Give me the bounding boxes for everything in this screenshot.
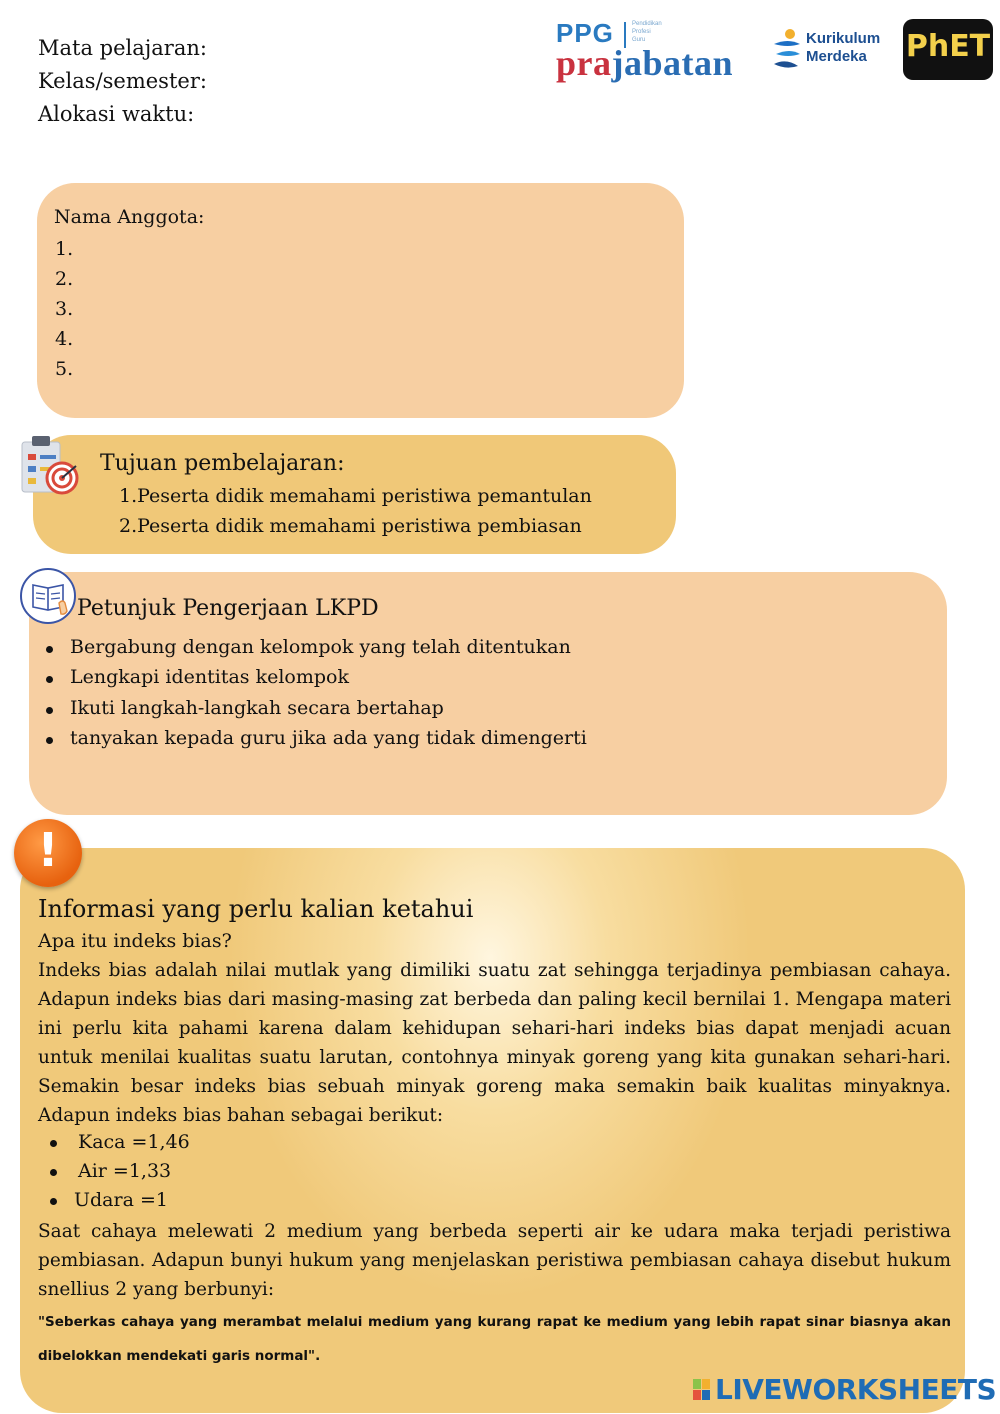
member-row[interactable]: 1. xyxy=(55,238,74,260)
members-title: Nama Anggota: xyxy=(54,206,205,228)
prajabatan-logo-part-b: jabatan xyxy=(611,43,734,83)
exclamation-icon: ! xyxy=(37,823,59,877)
kurikulum-merdeka-logo xyxy=(770,26,890,76)
bullet-dot xyxy=(50,1140,57,1147)
warning-icon xyxy=(14,819,82,887)
member-row[interactable]: 2. xyxy=(55,268,74,290)
subject-label: Mata pelajaran: xyxy=(38,36,207,60)
instructions-title: Petunjuk Pengerjaan LKPD xyxy=(77,596,379,621)
bullet-dot xyxy=(46,737,53,744)
bullet-dot xyxy=(50,1169,57,1176)
member-row[interactable]: 3. xyxy=(55,298,74,320)
learning-goal-item: 2.Peserta didik memahami peristiwa pembiasan xyxy=(119,515,582,537)
instruction-item: Lengkapi identitas kelompok xyxy=(70,666,349,688)
learning-goal-item: 1.Peserta didik memahami peristiwa pemantulan xyxy=(119,485,592,507)
ppg-prajabatan-logo xyxy=(556,16,741,88)
information-paragraph-2: Saat cahaya melewati 2 medium yang berbeda seperti air ke udara maka terjadi peristiwa pembiasan. Adapun bunyi hukum yang menjelaskan peristiwa pembiasan cahaya disebut hukum snellius 2 yang berbunyi: xyxy=(38,1221,951,1300)
instruction-item: Ikuti langkah-langkah secara bertahap xyxy=(70,697,444,719)
phet-logo xyxy=(903,19,993,80)
refractive-index-item: Udara =1 xyxy=(74,1189,168,1211)
ppg-logo-text: PPG xyxy=(556,18,614,48)
information-paragraph-1: Indeks bias adalah nilai mutlak yang dimiliki suatu zat sehingga terjadinya pembiasan cahaya. Adapun indeks bias dari masing-masing zat berbeda dan paling kecil bernilai 1. Mengapa materi ini perlu kita pahami karena dalam kehidupan sehari-hari indeks bias dapat menjadi acuan untuk menilai kualitas suatu larutan, contohnya minyak goreng yang kita gunakan sehari-hari. Semakin besar indeks bias sebuah minyak goreng maka semakin baik kualitas minyaknya. Adapun indeks bias bahan sebagai berikut: xyxy=(38,960,951,1126)
member-row[interactable]: 5. xyxy=(55,358,74,380)
bullet-dot xyxy=(46,646,53,653)
learning-goals-title: Tujuan pembelajaran: xyxy=(100,451,345,476)
book-hand-icon xyxy=(19,567,79,625)
member-row[interactable]: 4. xyxy=(55,328,74,350)
snell-law-quote: "Seberkas cahaya yang merambat melalui medium yang kurang rapat ke medium yang lebih rapat sinar biasnya akan dibelokkan mendekati garis normal". xyxy=(38,1314,951,1364)
kurikulum-merdeka-icon xyxy=(770,28,804,74)
information-question: Apa itu indeks bias? xyxy=(38,930,232,952)
bullet-dot xyxy=(46,707,53,714)
refractive-index-item: Air =1,33 xyxy=(78,1160,172,1182)
bullet-dot xyxy=(46,676,53,683)
phet-logo-text: PhET xyxy=(905,29,991,64)
class-semester-label: Kelas/semester: xyxy=(38,69,207,93)
kurikulum-merdeka-text xyxy=(806,30,880,66)
liveworksheets-text: LIVEWORKSHEETS xyxy=(715,1373,997,1406)
bullet-dot xyxy=(50,1198,57,1205)
time-allocation-label: Alokasi waktu: xyxy=(38,102,195,126)
instruction-item: Bergabung dengan kelompok yang telah ditentukan xyxy=(70,636,571,658)
prajabatan-logo-part-a: pra xyxy=(556,43,612,83)
refractive-index-item: Kaca =1,46 xyxy=(78,1131,190,1153)
instruction-item: tanyakan kepada guru jika ada yang tidak dimengerti xyxy=(70,727,587,749)
information-title: Informasi yang perlu kalian ketahui xyxy=(38,895,474,923)
clipboard-target-icon xyxy=(18,434,82,496)
prajabatan-logo-text xyxy=(556,42,733,84)
liveworksheets-badge-icon xyxy=(693,1379,711,1401)
kurikulum-text-line2: Merdeka xyxy=(806,48,867,65)
ppg-logo-subtitle: Pendidikan Profesi Guru xyxy=(632,21,662,43)
kurikulum-text-line1: Kurikulum xyxy=(806,30,881,47)
